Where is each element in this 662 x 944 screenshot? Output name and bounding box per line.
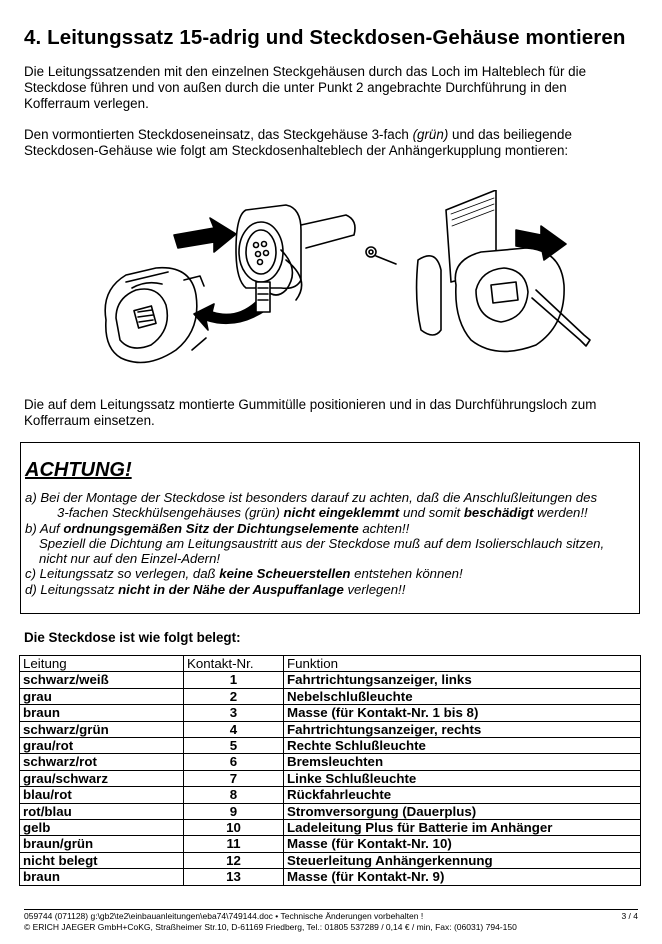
table-row bbox=[20, 672, 641, 688]
cell-kontakt: 9 bbox=[184, 803, 284, 819]
instruction-paragraph-2 bbox=[24, 127, 634, 159]
warning-a2-bold-1: nicht eingeklemmt bbox=[283, 505, 400, 521]
column-header-kontakt: Kontakt-Nr. bbox=[184, 656, 284, 672]
cell-leitung: grau/schwarz bbox=[20, 770, 184, 786]
cell-funktion: Fahrtrichtungsanzeiger, links bbox=[284, 672, 641, 688]
page-number: 3 / 4 bbox=[621, 911, 638, 921]
table-row bbox=[20, 738, 641, 754]
warning-b1-text: b) Auf bbox=[25, 520, 64, 536]
para2-text-after: und das beiliegende Steckdosen-Gehäuse wie folgt am Steckdosenhalteblech der Anhängerkupplung montieren: bbox=[24, 127, 572, 159]
table-row bbox=[20, 852, 641, 868]
cell-kontakt: 4 bbox=[184, 721, 284, 737]
warning-item-b-line2: Speziell die Dichtung am Leitungsaustritt aus der Steckdose muß auf dem Isolierschlauch sitzen, bbox=[39, 535, 605, 551]
cell-funktion: Masse (für Kontakt-Nr. 10) bbox=[284, 836, 641, 852]
cell-kontakt: 12 bbox=[184, 852, 284, 868]
cell-leitung: schwarz/weiß bbox=[20, 672, 184, 688]
socket-housing-drawing bbox=[105, 268, 206, 363]
cell-kontakt: 3 bbox=[184, 705, 284, 721]
cell-leitung: nicht belegt bbox=[20, 852, 184, 868]
para2-italic: (grün) bbox=[412, 127, 449, 142]
cell-leitung: grau/rot bbox=[20, 738, 184, 754]
page-footer bbox=[24, 909, 638, 933]
instruction-paragraph-1: Die Leitungssatzenden mit den einzelnen Steckgehäusen durch das Loch im Halteblech für die Steckdose führen und von außen durch die unter Punkt 2 angebrachte Durchführung in den Kofferraum verlegen. bbox=[24, 64, 587, 112]
cell-funktion: Nebelschlußleuchte bbox=[284, 688, 641, 704]
cell-leitung: schwarz/grün bbox=[20, 721, 184, 737]
warning-c-text: c) Leitungssatz so verlegen, daß bbox=[25, 566, 220, 582]
cell-leitung: blau/rot bbox=[20, 787, 184, 803]
warning-c-bold: keine Scheuerstellen bbox=[219, 566, 351, 582]
cell-funktion: Steuerleitung Anhängerkennung bbox=[284, 852, 641, 868]
mounting-illustration bbox=[96, 190, 596, 390]
cell-funktion: Ladeleitung Plus für Batterie im Anhänger bbox=[284, 820, 641, 836]
cell-leitung: braun/grün bbox=[20, 836, 184, 852]
cell-funktion: Stromversorgung (Dauerplus) bbox=[284, 803, 641, 819]
cell-leitung: braun bbox=[20, 869, 184, 885]
warning-a2-bold-2: beschädigt bbox=[463, 505, 534, 521]
warning-a2-mid: und somit bbox=[399, 505, 464, 521]
warning-d-bold: nicht in der Nähe der Auspuffanlage bbox=[118, 581, 344, 597]
column-header-funktion: Funktion bbox=[284, 656, 641, 672]
warning-title: ACHTUNG! bbox=[25, 459, 132, 481]
warning-item-a-line2 bbox=[25, 505, 604, 520]
section-heading: 4. Leitungssatz 15-adrig und Steckdosen-Gehäuse montieren bbox=[24, 26, 626, 49]
warning-item-a-line1: a) Bei der Montage der Steckdose ist besonders darauf zu achten, daß die Anschlußleitungen des bbox=[25, 490, 598, 505]
table-row bbox=[20, 787, 641, 803]
cell-kontakt: 13 bbox=[184, 869, 284, 885]
warning-b1-bold: ordnungsgemäßen Sitz der Dichtungselemente bbox=[63, 520, 359, 536]
cell-kontakt: 8 bbox=[184, 787, 284, 803]
cell-funktion: Rückfahrleuchte bbox=[284, 787, 641, 803]
table-row bbox=[20, 705, 641, 721]
table-row bbox=[20, 721, 641, 737]
column-header-leitung: Leitung bbox=[20, 656, 184, 672]
cell-kontakt: 2 bbox=[184, 688, 284, 704]
warning-d-end: verlegen!! bbox=[343, 581, 406, 597]
cell-funktion: Fahrtrichtungsanzeiger, rechts bbox=[284, 721, 641, 737]
table-row bbox=[20, 820, 641, 836]
table-row bbox=[20, 688, 641, 704]
arrow-right-drawing bbox=[174, 218, 236, 252]
cell-kontakt: 6 bbox=[184, 754, 284, 770]
table-title: Die Steckdose ist wie folgt belegt: bbox=[24, 630, 241, 645]
warning-d-text: d) Leitungssatz bbox=[25, 581, 119, 597]
cell-kontakt: 11 bbox=[184, 836, 284, 852]
cell-leitung: gelb bbox=[20, 820, 184, 836]
cell-funktion: Linke Schlußleuchte bbox=[284, 770, 641, 786]
cell-funktion: Masse (für Kontakt-Nr. 9) bbox=[284, 869, 641, 885]
warning-item-d bbox=[25, 582, 604, 597]
cell-funktion: Bremsleuchten bbox=[284, 754, 641, 770]
warning-a2-end: werden!! bbox=[533, 505, 588, 521]
pin-assignment-table bbox=[19, 655, 641, 886]
cell-leitung: grau bbox=[20, 688, 184, 704]
warning-c-end: entstehen können! bbox=[350, 566, 463, 582]
table-row bbox=[20, 803, 641, 819]
cell-leitung: schwarz/rot bbox=[20, 754, 184, 770]
table-header-row bbox=[20, 656, 641, 672]
table-body bbox=[20, 672, 641, 885]
warning-item-c bbox=[25, 566, 604, 581]
cell-kontakt: 5 bbox=[184, 738, 284, 754]
table-row bbox=[20, 754, 641, 770]
footer-line-2: © ERICH JAEGER GmbH+CoKG, Straßheimer Str.10, D-61169 Friedberg, Tel.: 01805 537289 / 0,14 € / min, Fax: (06031) 794-150 bbox=[24, 921, 517, 932]
warning-list bbox=[25, 490, 604, 597]
cell-leitung: braun bbox=[20, 705, 184, 721]
warning-box bbox=[20, 442, 640, 614]
warning-b1-end: achten!! bbox=[358, 520, 410, 536]
table-row bbox=[20, 770, 641, 786]
footer-line-1: 059744 (071128) g:\gb2\te2\einbauanleitungen\eba74\749144.doc • Technische Änderungen vorbehalten ! bbox=[24, 911, 424, 921]
socket-insert-drawing bbox=[236, 205, 355, 312]
cell-funktion: Rechte Schlußleuchte bbox=[284, 738, 641, 754]
table-row bbox=[20, 836, 641, 852]
warning-item-b-line3: nicht nur auf den Einzel-Adern! bbox=[39, 551, 221, 567]
cell-leitung: rot/blau bbox=[20, 803, 184, 819]
cell-funktion: Masse (für Kontakt-Nr. 1 bis 8) bbox=[284, 705, 641, 721]
instruction-paragraph-3: Die auf dem Leitungssatz montierte Gummitülle positionieren und in das Durchführungsloch zum Kofferraum einsetzen. bbox=[24, 397, 597, 429]
para2-text-before: Den vormontierten Steckdoseneinsatz, das Steckgehäuse 3-fach bbox=[24, 127, 413, 142]
cell-kontakt: 7 bbox=[184, 770, 284, 786]
warning-item-b-line1 bbox=[25, 521, 604, 536]
table-row bbox=[20, 869, 641, 885]
warning-a2-text: 3-fachen Steckhülsengehäuses (grün) bbox=[57, 505, 284, 521]
cell-kontakt: 1 bbox=[184, 672, 284, 688]
cell-kontakt: 10 bbox=[184, 820, 284, 836]
mounted-socket-drawing bbox=[455, 248, 590, 351]
